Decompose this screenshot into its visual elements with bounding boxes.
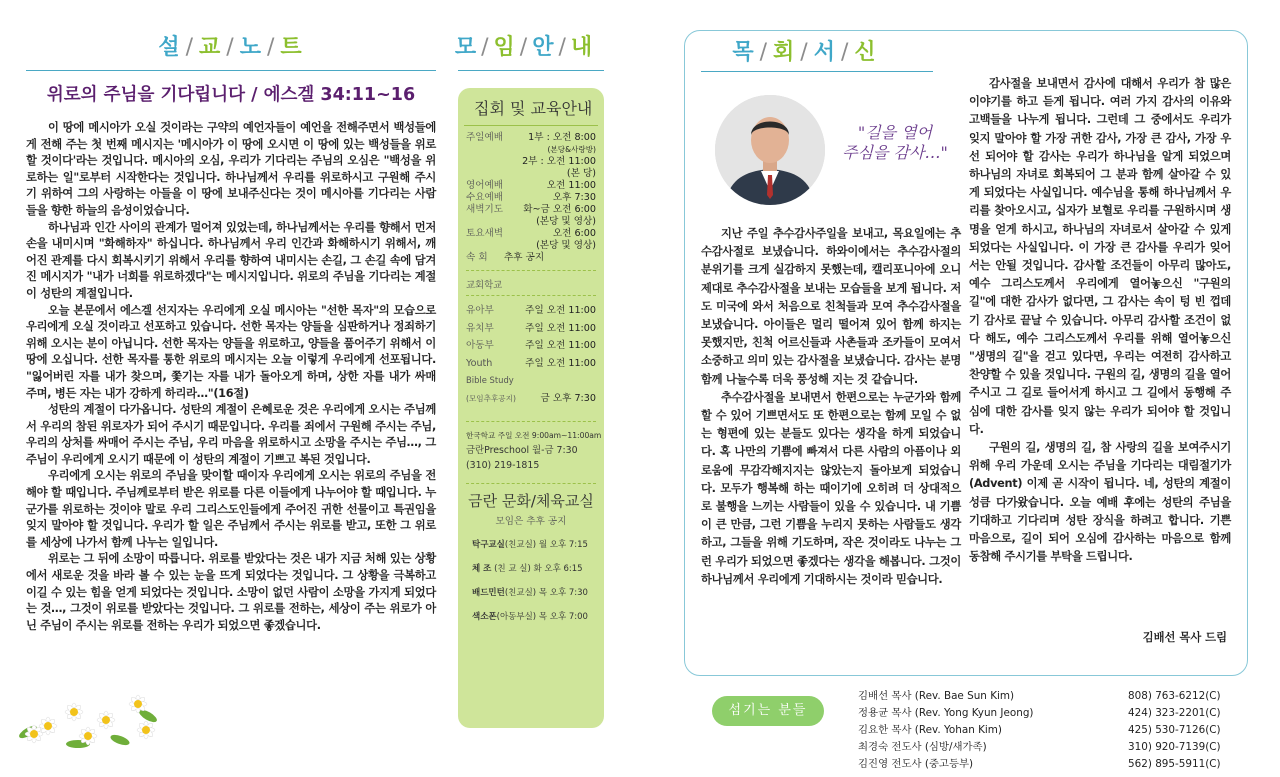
list-item: 탁구교실(친교실) 월 오후 7:15 bbox=[472, 540, 588, 550]
title-char: 노 bbox=[239, 35, 263, 60]
letter-paragraph: 감사절을 보내면서 감사에 대해서 우리가 참 많은 이야기를 하고 듣게 됩니다. 여러 가지 감사의 이유와 고백들을 나누게 됩니다. 그런데 그 중에서도 우리가 잊지 말아야 할 가장 귀한 감사, 가장 큰 감사, 가장 우선 되어야 할 감사는 우리가 하나님을 알게 되었으며 하나님의 자녀로 회복되어 그 분과 함께 살아갈 수 있게 되었다는 사실입니다. 예수님을 통해 하나님께서 우리를 찾아오시고, 십자가 보혈로 우리를 구원하시며 생명을 얻게 하시고, 하나님의 자녀로서 살아갈 수 있게 되었다는 사실입니다. 이 가장 큰 감사를 우리가 잊어서는 안될 것입니다. 감사할 조건들이 아무리 많아도, 예수 그리스도께서 우리에게 열어놓으신 "구원의 길"에 대한 감사가 없다면, 그 감사는 속이 텅 빈 껍데기 감사로 끝날 수 있습니다. 아무리 감사할 조건이 없다 해도, 예수 그리스도께서 우리를 위해 열어놓으신 "생명의 길"을 걷고 있다면, 우리는 여전히 감사하고 찬양할 수 있을 것입니다. 구원의 길, 생명의 길을 열어 주시고 그 길로 들어서게 하시고 그 길에서 동행해 주심에 대한 감사를 잊지 않는 우리가 되어야 할 것입니다. bbox=[969, 77, 1231, 436]
staff-phone: 424) 323-2201(C) bbox=[1128, 707, 1221, 719]
letter-signature: 김배선 목사 드림 bbox=[1142, 631, 1227, 644]
schedule-row: (모임추후공지) 금 오후 7:30 bbox=[466, 392, 596, 404]
list-item bbox=[858, 756, 1248, 773]
scripture-reference: 에스겔 34:11~16 bbox=[263, 85, 416, 105]
staff-name: 김요한 목사 (Rev. Yohan Kim) bbox=[858, 724, 1002, 736]
staff-name: 김진영 전도사 (중고등부) bbox=[858, 758, 974, 770]
culture-class-list bbox=[458, 533, 604, 629]
pastor-portrait-image bbox=[715, 95, 825, 205]
schedule-row: Bible Study bbox=[466, 375, 514, 385]
letter-paragraph: 추수감사절을 보내면서 한편으로는 누군가와 함께 할 수 있어 기쁘면서도 또 한편으로는 함께 모일 수 없는 형편에 있는 분들도 있다는 생각을 하게 되었습니다. 혹 나만의 기쁨에 빠져서 다른 사람의 아픔이나 외로움에 무감각해지지는 않았는지 돌아보게 되었습니다. 모두가 행복해 하는 때이기에 오히려 더 상대적으로 불행을 느끼는 사람들이 있을 수 있습니다. 내 기쁨이 큰 만큼, 그런 기쁨을 누리지 못하는 사람들도 생각하고, 그들을 위해 기도하며, 작은 것이라도 나누는 그런 우리가 되었으면 좋겠다는 생각을 해봅니다. 그것이 하나님께서 우리에게 기대하시는 것이라 믿습니다. bbox=[701, 390, 961, 586]
worship-schedule bbox=[458, 126, 604, 264]
meeting-info-column bbox=[444, 30, 604, 622]
staff-phone: 562) 895-5911(C) bbox=[1128, 758, 1221, 770]
list-item: 배드민턴(친교실) 목 오후 7:30 bbox=[472, 588, 588, 598]
schedule-row: 아동부 주일 오전 11:00 bbox=[466, 340, 596, 351]
divider bbox=[466, 270, 596, 271]
schedule-row: 새벽기도 화~금 오전 6:00 bbox=[466, 204, 596, 215]
schedule-row: (본 당) bbox=[566, 168, 596, 179]
list-item bbox=[858, 739, 1248, 756]
sermon-note-title: 설 / 교 / 노 / 트 bbox=[158, 35, 304, 60]
schedule-row: 유아부 주일 오전 11:00 bbox=[466, 305, 596, 316]
staff-phone: 808) 763-6212(C) bbox=[1128, 690, 1221, 702]
korean-school-note: 한국학교 주일 오전 9:00am~11:00am bbox=[466, 431, 602, 440]
schedule-row: 유치부 주일 오전 11:00 bbox=[466, 322, 596, 334]
sermon-paragraph: 성탄의 계절이 다가옵니다. 성탄의 계절이 은혜로운 것은 우리에게 오시는 주님께서 우리의 참된 위로자가 되어 주시기 때문입니다. 우리를 죄에서 구원해 주시는 주님, 우리의 상처를 싸매어 주시는 주님, 우리 마음을 위로하시고 소망을 주시는 주님…, 그 주님이 우리에게 오시기 때문에 이 성탄의 계절이 기쁘고 복된 것입니다. bbox=[26, 403, 436, 466]
title-char: 트 bbox=[280, 35, 304, 60]
schedule-box bbox=[458, 88, 604, 728]
list-item bbox=[858, 705, 1248, 722]
title-char: 교 bbox=[199, 35, 223, 60]
sermon-paragraph: 이 땅에 메시아가 오실 것이라는 구약의 예언자들이 예언을 전해주면서 백성들에게 전해 주는 첫 번째 메시지는 '메시아가 이 땅에 오시면 이 땅에 있는 백성들을 위로할 것이다'라는 것입니다. 메시아의 오심, 우리가 기다리는 주님의 오심은 "백성을 위로하는 일"로부터 시작한다는 것입니다. 하나님께서 우리를 위로하시고 구원해 주시기 위하여 그의 사랑하는 아들을 이 땅에 보내주신다는 것이 메시아를 기다리는 사람들을 향한 하늘의 음성이었습니다. bbox=[26, 121, 436, 217]
divider bbox=[466, 295, 596, 296]
staff-phone: 425) 530-7126(C) bbox=[1128, 724, 1221, 736]
sermon-note-column bbox=[26, 30, 436, 634]
schedule-row: 영어예배 오전 11:00 bbox=[466, 180, 596, 191]
staff-list bbox=[858, 688, 1248, 773]
title-char: 내 bbox=[570, 35, 594, 60]
pastoral-letter-frame bbox=[684, 30, 1248, 676]
preschool-note: 금란Preschool 월-금 7:30 bbox=[466, 445, 578, 456]
schedule-row: Youth 주일 오전 11:00 bbox=[466, 357, 596, 369]
list-item: 색소폰(아동부실) 목 오후 7:00 bbox=[472, 612, 588, 622]
letter-left-column bbox=[701, 225, 961, 589]
servers-badge: 섬기는 분들 bbox=[712, 696, 824, 726]
divider bbox=[458, 70, 604, 71]
title-char: 서 bbox=[813, 40, 837, 65]
schedule-row: 토요새벽 오전 6:00 bbox=[466, 228, 596, 239]
letter-paragraph: 지난 주일 추수감사주일을 보내고, 목요일에는 추수감사절로 보냈습니다. 하와이에서는 추수감사절의 분위기를 크게 실감하지 못했는데, 캘리포니아에 오니 제대로 추수감사절을 보내는 모습들을 보게 됩니다. 저도 미국에 와서 처음으로 친척들과 모여 추수감사절을 보냈습니다. 아이들은 멀리 떨어져 있어 함께 하지는 못했지만, 친척 어르신들과 사촌들과 조카들이 모여서 소중하고 의미 있는 감사절을 보냈습니다. 감사는 분명 함께 나눌수록 더욱 풍성해 지는 것 같습니다. bbox=[701, 227, 961, 386]
divider bbox=[466, 483, 596, 484]
pastor-portrait bbox=[715, 95, 825, 205]
schedule-row: 주일예배 1부 : 오전 8:00 bbox=[466, 132, 596, 143]
staff-name: 최경숙 전도사 (심방/새가족) bbox=[858, 741, 987, 753]
schedule-row: 속 회 추후 공지 bbox=[466, 252, 545, 263]
list-item bbox=[858, 688, 1248, 705]
daisy-flowers-decoration bbox=[8, 682, 168, 754]
church-school-schedule bbox=[458, 302, 604, 407]
title-char: 설 bbox=[158, 35, 182, 60]
title-char: 임 bbox=[493, 35, 516, 60]
title-char: 안 bbox=[532, 35, 555, 60]
meeting-info-title: 모 / 임 / 안 / 내 bbox=[454, 35, 594, 60]
pastoral-letter-title: 목 / 회 / 서 / 신 bbox=[732, 40, 878, 65]
letter-paragraph: 구원의 길, 생명의 길, 참 사랑의 길을 보여주시기 위해 우리 가운데 오시는 주님을 기다리는 대림절기가(Advent) 이제 곧 시작이 됩니다. 네, 성탄의 계절이 성큼 다가왔습니다. 오늘 예배 후에는 성탄의 주님을 기대하고 기다리며 성탄 장식을 하려고 합니다. 기쁜 마음으로, 길이 되어 오심에 감사하는 마음으로 함께 동참해 주시기를 부탁을 드립니다. bbox=[969, 441, 1231, 564]
title-char: 모 bbox=[454, 35, 478, 60]
title-char: 신 bbox=[854, 40, 878, 65]
letter-right-column bbox=[969, 75, 1231, 566]
staff-phone: 310) 920-7139(C) bbox=[1128, 741, 1221, 753]
title-char: 목 bbox=[732, 40, 756, 65]
staff-name: 김배선 목사 (Rev. Bae Sun Kim) bbox=[858, 690, 1015, 702]
preschool-phone: (310) 219-1815 bbox=[466, 460, 540, 471]
schedule-row: 2부 : 오전 11:00 bbox=[522, 156, 596, 167]
sermon-paragraph: 우리에게 오시는 위로의 주님을 맞이할 때이자 우리에게 오시는 위로의 주님을 전해야 할 때입니다. 주님께로부터 받은 위로를 다른 이들에게 나누어야 할 때입니다. 누군가를 위로하는 것이야 말로 우리 그리스도인들에게 주어진 귀한 선물이고 특권임을 잊지 말아야 할 것입니다. 우리가 할 일은 주님께서 주시는 위로를 받고, 또한 그 위로를 세상에 나가서 함께 나누는 일입니다. bbox=[26, 469, 436, 549]
sermon-paragraph: 오늘 본문에서 에스겔 선지자는 우리에게 오실 메시아는 "선한 목자"의 모습으로 우리에게 오실 것이라고 선포하고 있습니다. 선한 목자는 양들을 심판하거나 정죄하기 위해 오시는 분이 아닙니다. 선한 목자는 양들을 위로하고, 양들을 품어주기 위해서 이 땅에 오십니다. 선한 목자를 통한 위로의 메시지는 오늘 이렇게 우리에게 선포됩니다. "잃어버린 자를 내가 찾으며, 쫓기는 자를 내가 돌아오게 하며, 상한 자를 내가 싸매 주며, 병든 자는 내가 강하게 하리라…"(16절) bbox=[26, 303, 436, 400]
church-school-heading: 교회학교 bbox=[466, 280, 503, 291]
sermon-heading bbox=[26, 81, 436, 106]
culture-class-note: 모임은 추후 공지 bbox=[495, 516, 567, 527]
title-char: 회 bbox=[773, 40, 797, 65]
divider bbox=[26, 70, 436, 71]
schedule-row: (본당 및 영상) bbox=[536, 216, 596, 227]
divider bbox=[701, 71, 933, 72]
sermon-paragraph: 위로는 그 뒤에 소망이 따릅니다. 위로를 받았다는 것은 내가 지금 처해 있는 상황에서 새로운 것을 바라 볼 수 있는 눈을 뜨게 되었다는 것입니다. 그 상황을 극복하고 이길 수 있는 힘을 얻게 되었다는 것입니다. 소망이 없던 사람이 소망을 가지게 되었다는 것…, 그것이 위로를 받았다는 것입니다. 그 위로를 전하는, 세상이 주는 위로가 아닌 주님이 주시는 위로를 전하는 우리가 되었으면 좋겠습니다. bbox=[26, 552, 436, 632]
letter-quote: "길을 열어 주심을 감사…" bbox=[842, 123, 948, 162]
sermon-body bbox=[26, 120, 436, 634]
list-item: 체 조 (친 교 실) 화 오후 6:15 bbox=[472, 564, 583, 574]
sermon-paragraph: 하나님과 인간 사이의 관계가 멀어져 있었는데, 하나님께서는 우리를 향해서 먼저 손을 내미시며 "화해하자" 하십니다. 하나님께서 우리 인간과 화해하시기 위해서, 깨어진 관계를 다시 회복시키기 위해서 우리를 향하여 내미시는 손길, 그 손길 속에 담겨진 메시지가 "내가 너희를 위로하겠다"는 메시지입니다. 위로의 주님을 기다리는 계절이 성탄의 계절입니다. bbox=[26, 220, 436, 300]
schedule-row: (본당&사랑방) bbox=[547, 145, 596, 154]
culture-class-title: 금란 문화/체육교실 bbox=[468, 492, 594, 510]
schedule-row: (본당 및 영상) bbox=[536, 240, 596, 251]
divider bbox=[466, 421, 596, 422]
schedule-box-title: 집회 및 교육안내 bbox=[464, 88, 598, 126]
list-item bbox=[858, 722, 1248, 739]
sermon-title: 위로의 주님을 기다립니다 / bbox=[46, 85, 258, 105]
staff-name: 정용균 목사 (Rev. Yong Kyun Jeong) bbox=[858, 707, 1034, 719]
schedule-row: 수요예배 오후 7:30 bbox=[466, 192, 596, 203]
